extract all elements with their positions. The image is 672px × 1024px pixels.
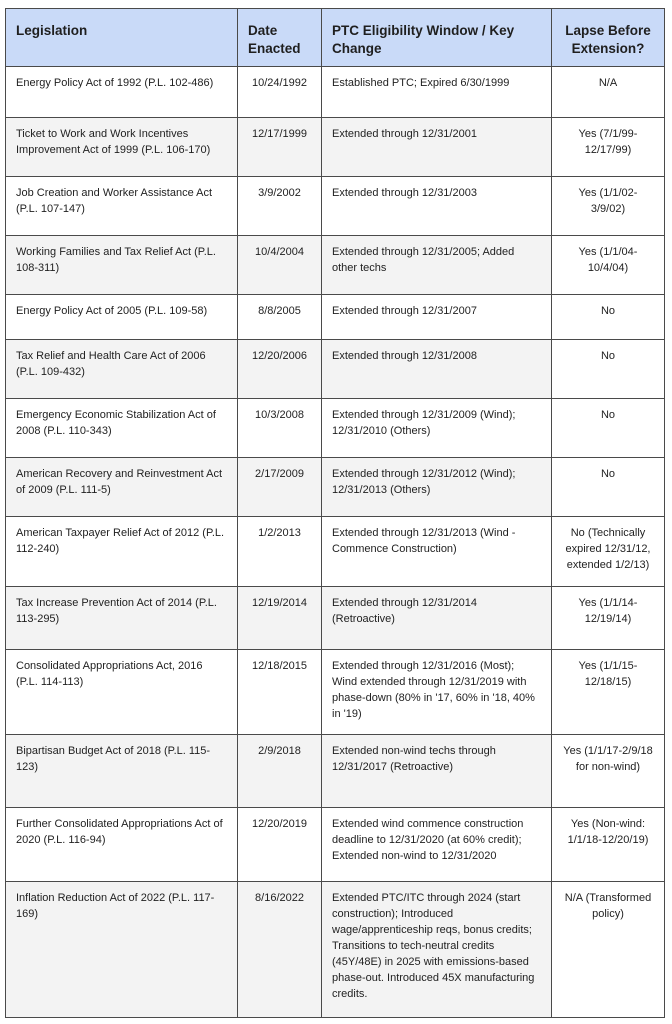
cell-change: Extended through 12/31/2016 (Most); Wind extended through 12/31/2019 with phase-down (80% in '17, 60% in '18, 40% in '19) (322, 650, 552, 735)
table-row (6, 236, 665, 295)
header-lapse: Lapse Before Extension? (552, 9, 665, 67)
cell-legislation: Energy Policy Act of 2005 (P.L. 109-58) (6, 295, 238, 340)
cell-legislation: Consolidated Appropriations Act, 2016 (P.L. 114-113) (6, 650, 238, 735)
cell-lapse: Yes (Non-wind: 1/1/18-12/20/19) (552, 808, 665, 882)
table-row (6, 458, 665, 517)
cell-change: Extended through 12/31/2003 (322, 177, 552, 236)
cell-legislation: Ticket to Work and Work Incentives Improvement Act of 1999 (P.L. 106-170) (6, 118, 238, 177)
cell-date: 12/18/2015 (238, 650, 322, 735)
table-row (6, 399, 665, 458)
cell-date: 8/8/2005 (238, 295, 322, 340)
table-row (6, 735, 665, 808)
cell-date: 8/16/2022 (238, 882, 322, 1018)
cell-legislation: Further Consolidated Appropriations Act of 2020 (P.L. 116-94) (6, 808, 238, 882)
header-ptc-window: PTC Eligibility Window / Key Change (322, 9, 552, 67)
header-legislation: Legislation (6, 9, 238, 67)
cell-date: 12/17/1999 (238, 118, 322, 177)
cell-date: 10/4/2004 (238, 236, 322, 295)
cell-lapse: No (552, 399, 665, 458)
cell-change: Extended non-wind techs through 12/31/2017 (Retroactive) (322, 735, 552, 808)
cell-date: 2/17/2009 (238, 458, 322, 517)
cell-date: 10/3/2008 (238, 399, 322, 458)
cell-date: 12/20/2006 (238, 340, 322, 399)
cell-legislation: Tax Increase Prevention Act of 2014 (P.L. 113-295) (6, 587, 238, 650)
cell-lapse: Yes (1/1/15-12/18/15) (552, 650, 665, 735)
cell-change: Extended through 12/31/2005; Added other techs (322, 236, 552, 295)
table-row (6, 882, 665, 1018)
table-row (6, 340, 665, 399)
cell-legislation: Tax Relief and Health Care Act of 2006 (P.L. 109-432) (6, 340, 238, 399)
cell-lapse: Yes (1/1/17-2/9/18 for non-wind) (552, 735, 665, 808)
cell-lapse: N/A (Transformed policy) (552, 882, 665, 1018)
cell-change: Extended through 12/31/2012 (Wind); 12/31/2013 (Others) (322, 458, 552, 517)
cell-change: Established PTC; Expired 6/30/1999 (322, 67, 552, 118)
cell-lapse: No (552, 340, 665, 399)
cell-change: Extended wind commence construction deadline to 12/31/2020 (at 60% credit); Extended non-wind to 12/31/2020 (322, 808, 552, 882)
cell-date: 10/24/1992 (238, 67, 322, 118)
cell-lapse: N/A (552, 67, 665, 118)
table-row (6, 295, 665, 340)
cell-date: 3/9/2002 (238, 177, 322, 236)
cell-legislation: American Recovery and Reinvestment Act of 2009 (P.L. 111-5) (6, 458, 238, 517)
cell-legislation: Emergency Economic Stabilization Act of 2008 (P.L. 110-343) (6, 399, 238, 458)
cell-legislation: Bipartisan Budget Act of 2018 (P.L. 115-123) (6, 735, 238, 808)
table-row (6, 517, 665, 587)
header-row (6, 9, 665, 67)
cell-legislation: Energy Policy Act of 1992 (P.L. 102-486) (6, 67, 238, 118)
cell-lapse: Yes (1/1/14-12/19/14) (552, 587, 665, 650)
cell-legislation: Working Families and Tax Relief Act (P.L. 108-311) (6, 236, 238, 295)
table-row (6, 587, 665, 650)
cell-date: 1/2/2013 (238, 517, 322, 587)
cell-lapse: Yes (1/1/04-10/4/04) (552, 236, 665, 295)
cell-lapse: Yes (7/1/99-12/17/99) (552, 118, 665, 177)
ptc-legislation-table (5, 8, 665, 1018)
cell-legislation: American Taxpayer Relief Act of 2012 (P.L. 112-240) (6, 517, 238, 587)
cell-legislation: Job Creation and Worker Assistance Act (P.L. 107-147) (6, 177, 238, 236)
cell-change: Extended through 12/31/2009 (Wind); 12/31/2010 (Others) (322, 399, 552, 458)
cell-legislation: Inflation Reduction Act of 2022 (P.L. 117-169) (6, 882, 238, 1018)
cell-change: Extended PTC/ITC through 2024 (start construction); Introduced wage/apprenticeship reqs, bonus credits; Transitions to tech-neutral credits (45Y/48E) in 2025 with emissions-based phase-out. Introduced 45X manufacturing credits. (322, 882, 552, 1018)
table-row (6, 67, 665, 118)
cell-lapse: No (552, 458, 665, 517)
cell-lapse: No (Technically expired 12/31/12, extended 1/2/13) (552, 517, 665, 587)
header-date-enacted: Date Enacted (238, 9, 322, 67)
table-row (6, 650, 665, 735)
table-row (6, 177, 665, 236)
cell-change: Extended through 12/31/2013 (Wind - Commence Construction) (322, 517, 552, 587)
cell-lapse: Yes (1/1/02-3/9/02) (552, 177, 665, 236)
cell-date: 2/9/2018 (238, 735, 322, 808)
table-row (6, 118, 665, 177)
cell-change: Extended through 12/31/2014 (Retroactive) (322, 587, 552, 650)
cell-change: Extended through 12/31/2007 (322, 295, 552, 340)
cell-change: Extended through 12/31/2008 (322, 340, 552, 399)
table-row (6, 808, 665, 882)
cell-lapse: No (552, 295, 665, 340)
cell-date: 12/20/2019 (238, 808, 322, 882)
cell-date: 12/19/2014 (238, 587, 322, 650)
cell-change: Extended through 12/31/2001 (322, 118, 552, 177)
